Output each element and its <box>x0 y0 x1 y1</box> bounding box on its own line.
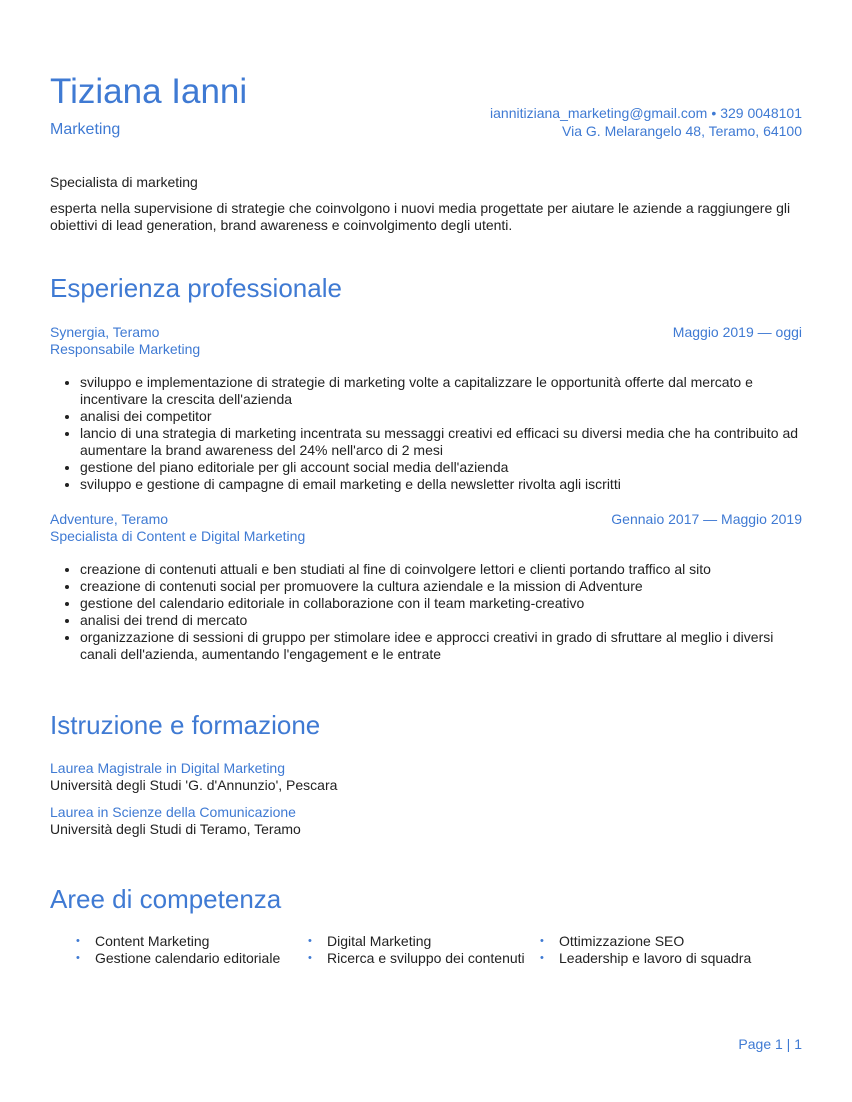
job-bullet: • lancio di una strategia di marketing incentrata su messaggi creativi ed efficaci su diversi media che ha contribuito ad aumentare la brand awareness del 24% nell'arco di 2 mesi <box>80 425 802 459</box>
section-title-education: Istruzione e formazione <box>50 710 321 740</box>
skill-item: • Digital Marketing <box>308 933 540 950</box>
education-item <box>50 760 802 794</box>
skill-item: • Ricerca e sviluppo dei contenuti <box>308 950 540 967</box>
skills-column <box>308 933 540 967</box>
education-list <box>50 760 802 838</box>
education-degree: Laurea Magistrale in Digital Marketing <box>50 760 285 776</box>
education-item <box>50 804 802 838</box>
job-position: Specialista di Content e Digital Marketing <box>50 528 306 544</box>
job-bullet: • gestione del calendario editoriale in collaborazione con il team marketing-creativo <box>80 595 802 612</box>
education-school: Università degli Studi 'G. d'Annunzio', Pescara <box>50 777 338 793</box>
email-link[interactable]: iannitiziana_marketing@gmail.com <box>490 105 708 121</box>
job-bullet: • analisi dei competitor <box>80 408 802 425</box>
skills-grid <box>50 933 802 967</box>
job-bullet: • sviluppo e implementazione di strategie di marketing volte a capitalizzare le opportunità offerte dal mercato e incentivare la crescita dell'azienda <box>80 374 802 408</box>
resume-page <box>50 72 802 967</box>
phone-number[interactable]: 329 0048101 <box>720 105 802 121</box>
job-bullet: • creazione di contenuti social per promuovere la cultura aziendale e la mission di Adventure <box>80 578 802 595</box>
job-position: Responsabile Marketing <box>50 341 201 357</box>
job-bullet: • organizzazione di sessioni di gruppo per stimolare idee e approcci creativi in grado di sfruttare al meglio i diversi canali dell'azienda, aumentando l'engagement e le entrate <box>80 629 802 663</box>
summary-title: Specialista di marketing <box>50 174 198 190</box>
job-dates: Gennaio 2017 — Maggio 2019 <box>611 511 802 527</box>
skill-item: • Gestione calendario editoriale <box>76 950 308 967</box>
education-degree: Laurea in Scienze della Comunicazione <box>50 804 296 820</box>
candidate-role: Marketing <box>50 121 121 138</box>
job-bullets <box>50 561 802 663</box>
job-entry <box>50 324 802 493</box>
candidate-name: Tiziana Ianni <box>50 72 248 111</box>
contact-block <box>490 105 802 140</box>
job-bullet: • creazione di contenuti attuali e ben studiati al fine di coinvolgere lettori e clienti portando traffico al sito <box>80 561 802 578</box>
job-bullet: • sviluppo e gestione di campagne di email marketing e della newsletter rivolta agli iscritti <box>80 476 802 493</box>
page-number: Page 1 | 1 <box>738 1036 802 1052</box>
section-title-skills: Aree di competenza <box>50 884 282 914</box>
summary-text: esperta nella supervisione di strategie che coinvolgono i nuovi media progettate per aiutare le aziende a raggiungere gli obiettivi di lead generation, brand awareness e coinvolgimento degli utenti. <box>50 200 791 233</box>
skills-column <box>76 933 308 967</box>
job-company: Adventure, Teramo <box>50 511 169 527</box>
job-header-row <box>50 324 802 341</box>
job-entry <box>50 511 802 663</box>
skills-column <box>540 933 772 967</box>
contact-line-1 <box>490 105 802 123</box>
address-line: Via G. Melarangelo 48, Teramo, 64100 <box>562 122 802 139</box>
education-school: Università degli Studi di Teramo, Teramo <box>50 821 301 837</box>
resume-header <box>50 72 802 144</box>
profile-summary <box>50 174 802 234</box>
skill-item: • Ottimizzazione SEO <box>540 933 772 950</box>
job-bullet: • analisi dei trend di mercato <box>80 612 802 629</box>
job-bullets <box>50 374 802 493</box>
skill-item: • Leadership e lavoro di squadra <box>540 950 772 967</box>
skill-item: • Content Marketing <box>76 933 308 950</box>
job-header-row <box>50 511 802 528</box>
contact-separator: • <box>711 105 717 121</box>
job-bullet: • gestione del piano editoriale per gli account social media dell'azienda <box>80 459 802 476</box>
job-company: Synergia, Teramo <box>50 324 160 340</box>
job-dates: Maggio 2019 — oggi <box>672 324 802 340</box>
section-title-experience: Esperienza professionale <box>50 273 342 303</box>
